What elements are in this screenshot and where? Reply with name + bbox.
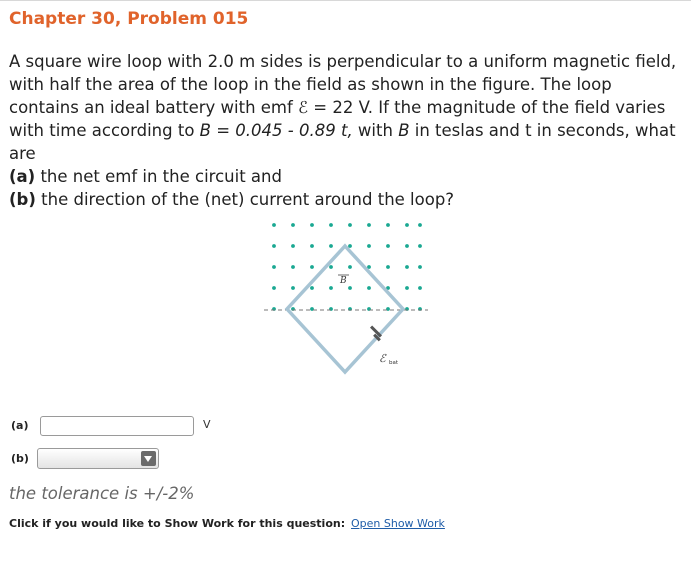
magnetic-field-dots [272,223,422,311]
field-dot [418,244,422,248]
field-dot [418,223,422,227]
field-dot [367,223,371,227]
field-dot [405,286,409,290]
loop-figure [258,215,434,380]
field-dot [418,265,422,269]
field-dot [386,223,390,227]
field-dot [386,244,390,248]
problem-statement [9,50,679,211]
open-show-work-link[interactable]: Open Show Work [351,517,445,530]
problem-with: with [352,121,399,140]
field-dot [405,244,409,248]
top-divider [0,0,691,1]
part-b-label: (b) [9,190,36,209]
field-dot [348,223,352,227]
field-dot [272,265,276,269]
field-dot [272,244,276,248]
problem-paragraph [9,50,679,165]
b-variable: B [398,121,410,140]
problem-title: Chapter 30, Problem 015 [9,9,249,29]
field-dot [329,223,333,227]
field-dot [291,286,295,290]
answer-a-label: (a) [11,419,29,432]
field-dot [348,286,352,290]
field-dot [310,265,314,269]
answer-a-unit: V [203,418,211,431]
field-dot [291,244,295,248]
part-b-question [9,188,679,211]
battery-emf-subscript: bat [389,360,399,366]
field-dot [348,265,352,269]
field-dot [418,286,422,290]
field-dot [348,244,352,248]
answer-b-label: (b) [11,452,29,465]
field-vector-label: B [340,276,347,286]
field-dot [272,286,276,290]
field-dot [291,265,295,269]
problem-intro: A square wire loop with 2.0 m sides is perpendicular to a uniform magnetic field, with half the area of the loop in the field as shown in the figure. The loop contains an ideal battery with emf ℰ = 22 V. If the magnitude of the field varies with time according to [9,52,677,140]
tolerance-note: the tolerance is +/-2% [9,484,195,503]
field-dot [329,265,333,269]
field-dot [310,286,314,290]
problem-units: in teslas and t in seconds, what are [9,121,676,163]
answer-a-input[interactable] [40,416,194,436]
field-dot [329,286,333,290]
field-equation: B = 0.045 - 0.89 t, [199,121,353,140]
part-a-question [9,165,679,188]
show-work-prompt: Click if you would like to Show Work for this question: [9,517,346,530]
answer-b-dropdown[interactable] [37,448,159,469]
field-dot [367,244,371,248]
field-dot [367,286,371,290]
field-dot [329,244,333,248]
field-dot [386,265,390,269]
battery-emf-label: ℰ [379,352,386,365]
field-dot [405,223,409,227]
field-dot [310,244,314,248]
part-a-text: the net emf in the circuit and [35,167,282,186]
field-dot [310,223,314,227]
part-b-text: the direction of the (net) current around the loop? [35,190,455,209]
chevron-down-icon[interactable] [141,451,156,466]
field-dot [291,223,295,227]
part-a-label: (a) [9,167,36,186]
field-dot [272,223,276,227]
field-dot [405,265,409,269]
